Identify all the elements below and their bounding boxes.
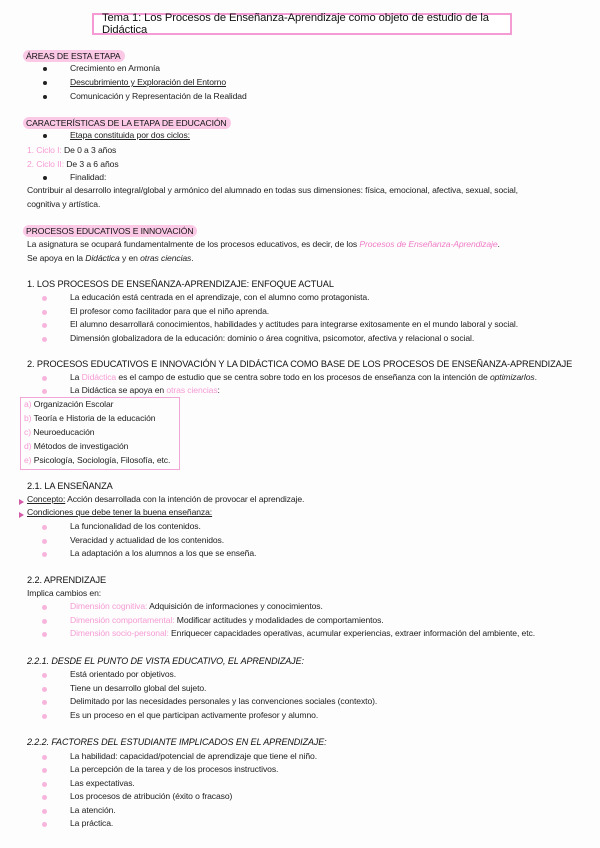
list-item: La educación está centrada en el aprendizaje, con el alumno como protagonista. (70, 292, 370, 302)
list-item: Está orientado por objetivos. (70, 669, 177, 679)
finalidad-label: Finalidad: (70, 172, 107, 182)
list-item: Veracidad y actualidad de los contenidos. (70, 535, 225, 545)
bullet-icon (43, 81, 47, 85)
dimension-item (70, 615, 384, 625)
bullet-icon (42, 539, 47, 544)
section-heading-procesos: PROCESOS EDUCATIVOS E INNOVACIÓN (23, 225, 197, 237)
bullet-icon (42, 619, 47, 624)
dimension-item (70, 628, 535, 638)
ensenanza-heading: 2.1. LA ENSEÑANZA (27, 481, 113, 491)
bullet-icon (42, 782, 47, 787)
ciclo-2-label: 2. Ciclo II: (27, 159, 65, 169)
text: es el campo de estudio que se centra sobre todo en los procesos de enseñanza con la intención de (116, 372, 490, 382)
letter: c) (24, 427, 31, 437)
emphasis-text: Didáctica (81, 372, 117, 382)
didactica-apoyo (70, 385, 220, 395)
bullet-icon (42, 673, 47, 678)
dimension-item (70, 601, 323, 611)
bullet-icon (42, 700, 47, 705)
letter: d) (24, 441, 32, 451)
ciclo-2-text: De 3 a 6 años (64, 159, 119, 169)
text: . (191, 253, 194, 263)
list-item: Descubrimiento y Exploración del Entorno (70, 77, 227, 87)
bullet-icon (42, 296, 47, 301)
factores-heading: 2.2.2. FACTORES DEL ESTUDIANTE IMPLICADOS EN EL APRENDIZAJE: (27, 737, 327, 747)
concepto-label: Concepto: (27, 494, 66, 504)
finalidad-text: Contribuir al desarrollo integral/global y armónico del alumnado en todas sus dimensiones: física, emocional, afectiva, sexual, social, (27, 185, 518, 195)
text: Métodos de investigación (31, 441, 129, 451)
list-item: Crecimiento en Armonía (70, 63, 160, 73)
bullet-icon (43, 134, 47, 138)
list-item: La percepción de la tarea y de los procesos instructivos. (70, 764, 279, 774)
ciencia-item (24, 427, 94, 437)
bullet-icon (42, 323, 47, 328)
text: . (497, 239, 500, 249)
text: Adquisición de informaciones y conocimientos. (147, 601, 323, 611)
list-item: Los procesos de atribución (éxito o fracaso) (70, 791, 233, 801)
bullet-icon (42, 389, 47, 394)
text: Se apoya en la (27, 253, 86, 263)
letter: a) (24, 399, 32, 409)
emphasis-text: otras ciencias (166, 385, 218, 395)
text: Modificar actitudes y modalidades de comportamientos. (174, 615, 384, 625)
list-item: El alumno desarrollará conocimientos, habilidades y actitudes para integrarse exitosamente en el mundo laboral y social. (70, 319, 519, 329)
finalidad-text-2: cognitiva y artística. (27, 199, 101, 209)
bullet-icon (42, 376, 47, 381)
bullet-icon (42, 809, 47, 814)
condiciones-label: Condiciones que debe tener la buena enseñanza: (27, 507, 213, 517)
aprendizaje-intro: Implica cambios en: (27, 588, 102, 598)
ciencia-item (24, 455, 170, 465)
ciclo-1-text: De 0 a 3 años (61, 145, 117, 155)
section-1-heading: 1. LOS PROCESOS DE ENSEÑANZA-APRENDIZAJE: ENFOQUE ACTUAL (27, 279, 334, 289)
list-item: La atención. (70, 805, 116, 815)
punto-vista-heading: 2.2.1. DESDE EL PUNTO DE VISTA EDUCATIVO, EL APRENDIZAJE: (27, 656, 304, 666)
list-item: Delimitado por las necesidades personales y las convenciones sociales (contexto). (70, 696, 378, 706)
section-heading-areas: ÁREAS DE ESTA ETAPA (23, 50, 125, 62)
emphasis-text: Didáctica (85, 253, 120, 263)
section-2-heading: 2. PROCESOS EDUCATIVOS E INNOVACIÓN Y LA DIDÁCTICA COMO BASE DE LOS PROCESOS DE ENSEÑANZA-APRENDIZAJE (27, 359, 573, 369)
didactica-definition (70, 372, 537, 382)
emphasis-text: otras ciencias (140, 253, 192, 263)
list-item: La adaptación a los alumnos a los que se enseña. (70, 548, 257, 558)
list-item: Tiene un desarrollo global del sujeto. (70, 683, 207, 693)
bullet-icon (42, 795, 47, 800)
bullet-icon (42, 822, 47, 827)
list-item: La habilidad: capacidad/potencial de aprendizaje que tiene el niño. (70, 751, 318, 761)
dimension-label: Dimensión comportamental: (70, 615, 175, 625)
bullet-icon (43, 176, 47, 180)
letter: b) (24, 413, 32, 423)
text: La Didáctica se apoya en (70, 385, 167, 395)
bullet-icon (42, 755, 47, 760)
bullet-icon (43, 67, 47, 71)
letter: e) (24, 455, 32, 465)
ciencia-item (24, 441, 128, 451)
aprendizaje-heading: 2.2. APRENDIZAJE (27, 575, 107, 585)
concepto-text: Acción desarrollada con la intención de provocar el aprendizaje. (65, 494, 305, 504)
ciencia-item (24, 413, 155, 423)
ciclos-label: Etapa constituida por dos ciclos: (70, 130, 190, 140)
concepto (27, 494, 304, 504)
text: La asignatura se ocupará fundamentalmente de los procesos educativos, es decir, de los (27, 239, 360, 249)
dimension-label: Dimensión cognitiva: (70, 601, 148, 611)
bullet-icon (42, 632, 47, 637)
ciclo-2 (27, 159, 119, 169)
text: Teoría e Historia de la educación (31, 413, 156, 423)
bullet-icon (42, 525, 47, 530)
list-item: El profesor como facilitador para que el niño aprenda. (70, 306, 270, 316)
list-item: Las expectativas. (70, 778, 135, 788)
bullet-icon (42, 552, 47, 557)
text: Organización Escolar (31, 399, 114, 409)
text: Psicología, Sociología, Filosofía, etc. (31, 455, 171, 465)
emphasis-text: Procesos de Enseñanza-Aprendizaje (359, 239, 498, 249)
ciclo-1-label: 1. Ciclo I: (27, 145, 62, 155)
title-text: Tema 1: Los Procesos de Enseñanza-Aprendizaje como objeto de estudio de la Didáctica (102, 12, 489, 36)
list-item: Es un proceso en el que participan activamente profesor y alumno. (70, 710, 319, 720)
text: Neuroeducación (30, 427, 95, 437)
bullet-icon (43, 95, 47, 99)
arrow-bullet-icon (19, 512, 24, 518)
emphasis-text: optimizarlos (489, 372, 535, 382)
list-item: La funcionalidad de los contenidos. (70, 521, 201, 531)
page-title (92, 13, 512, 35)
text: Enriquecer capacidades operativas, acumular experiencias, extraer información del ambiente, etc. (168, 628, 536, 638)
text: . (534, 372, 537, 382)
arrow-bullet-icon (19, 499, 24, 505)
list-item: La práctica. (70, 818, 114, 828)
bullet-icon (42, 687, 47, 692)
procesos-paragraph-1 (27, 239, 500, 249)
bullet-icon (42, 337, 47, 342)
list-item: Dimensión globalizadora de la educación: dominio o área cognitiva, psicomotor, afectiva y relacional o social. (70, 333, 475, 343)
bullet-icon (42, 605, 47, 610)
bullet-icon (42, 768, 47, 773)
bullet-icon (42, 310, 47, 315)
ciclo-1 (27, 145, 116, 155)
procesos-paragraph-2 (27, 253, 194, 263)
section-heading-caracteristicas: CARACTERÍSTICAS DE LA ETAPA DE EDUCACIÓN (23, 117, 231, 129)
text: La (70, 372, 82, 382)
list-item: Comunicación y Representación de la Realidad (70, 91, 247, 101)
bullet-icon (42, 714, 47, 719)
text: y en (119, 253, 141, 263)
text: : (217, 385, 220, 395)
ciencia-item (24, 399, 113, 409)
dimension-label: Dimensión socio-personal: (70, 628, 169, 638)
